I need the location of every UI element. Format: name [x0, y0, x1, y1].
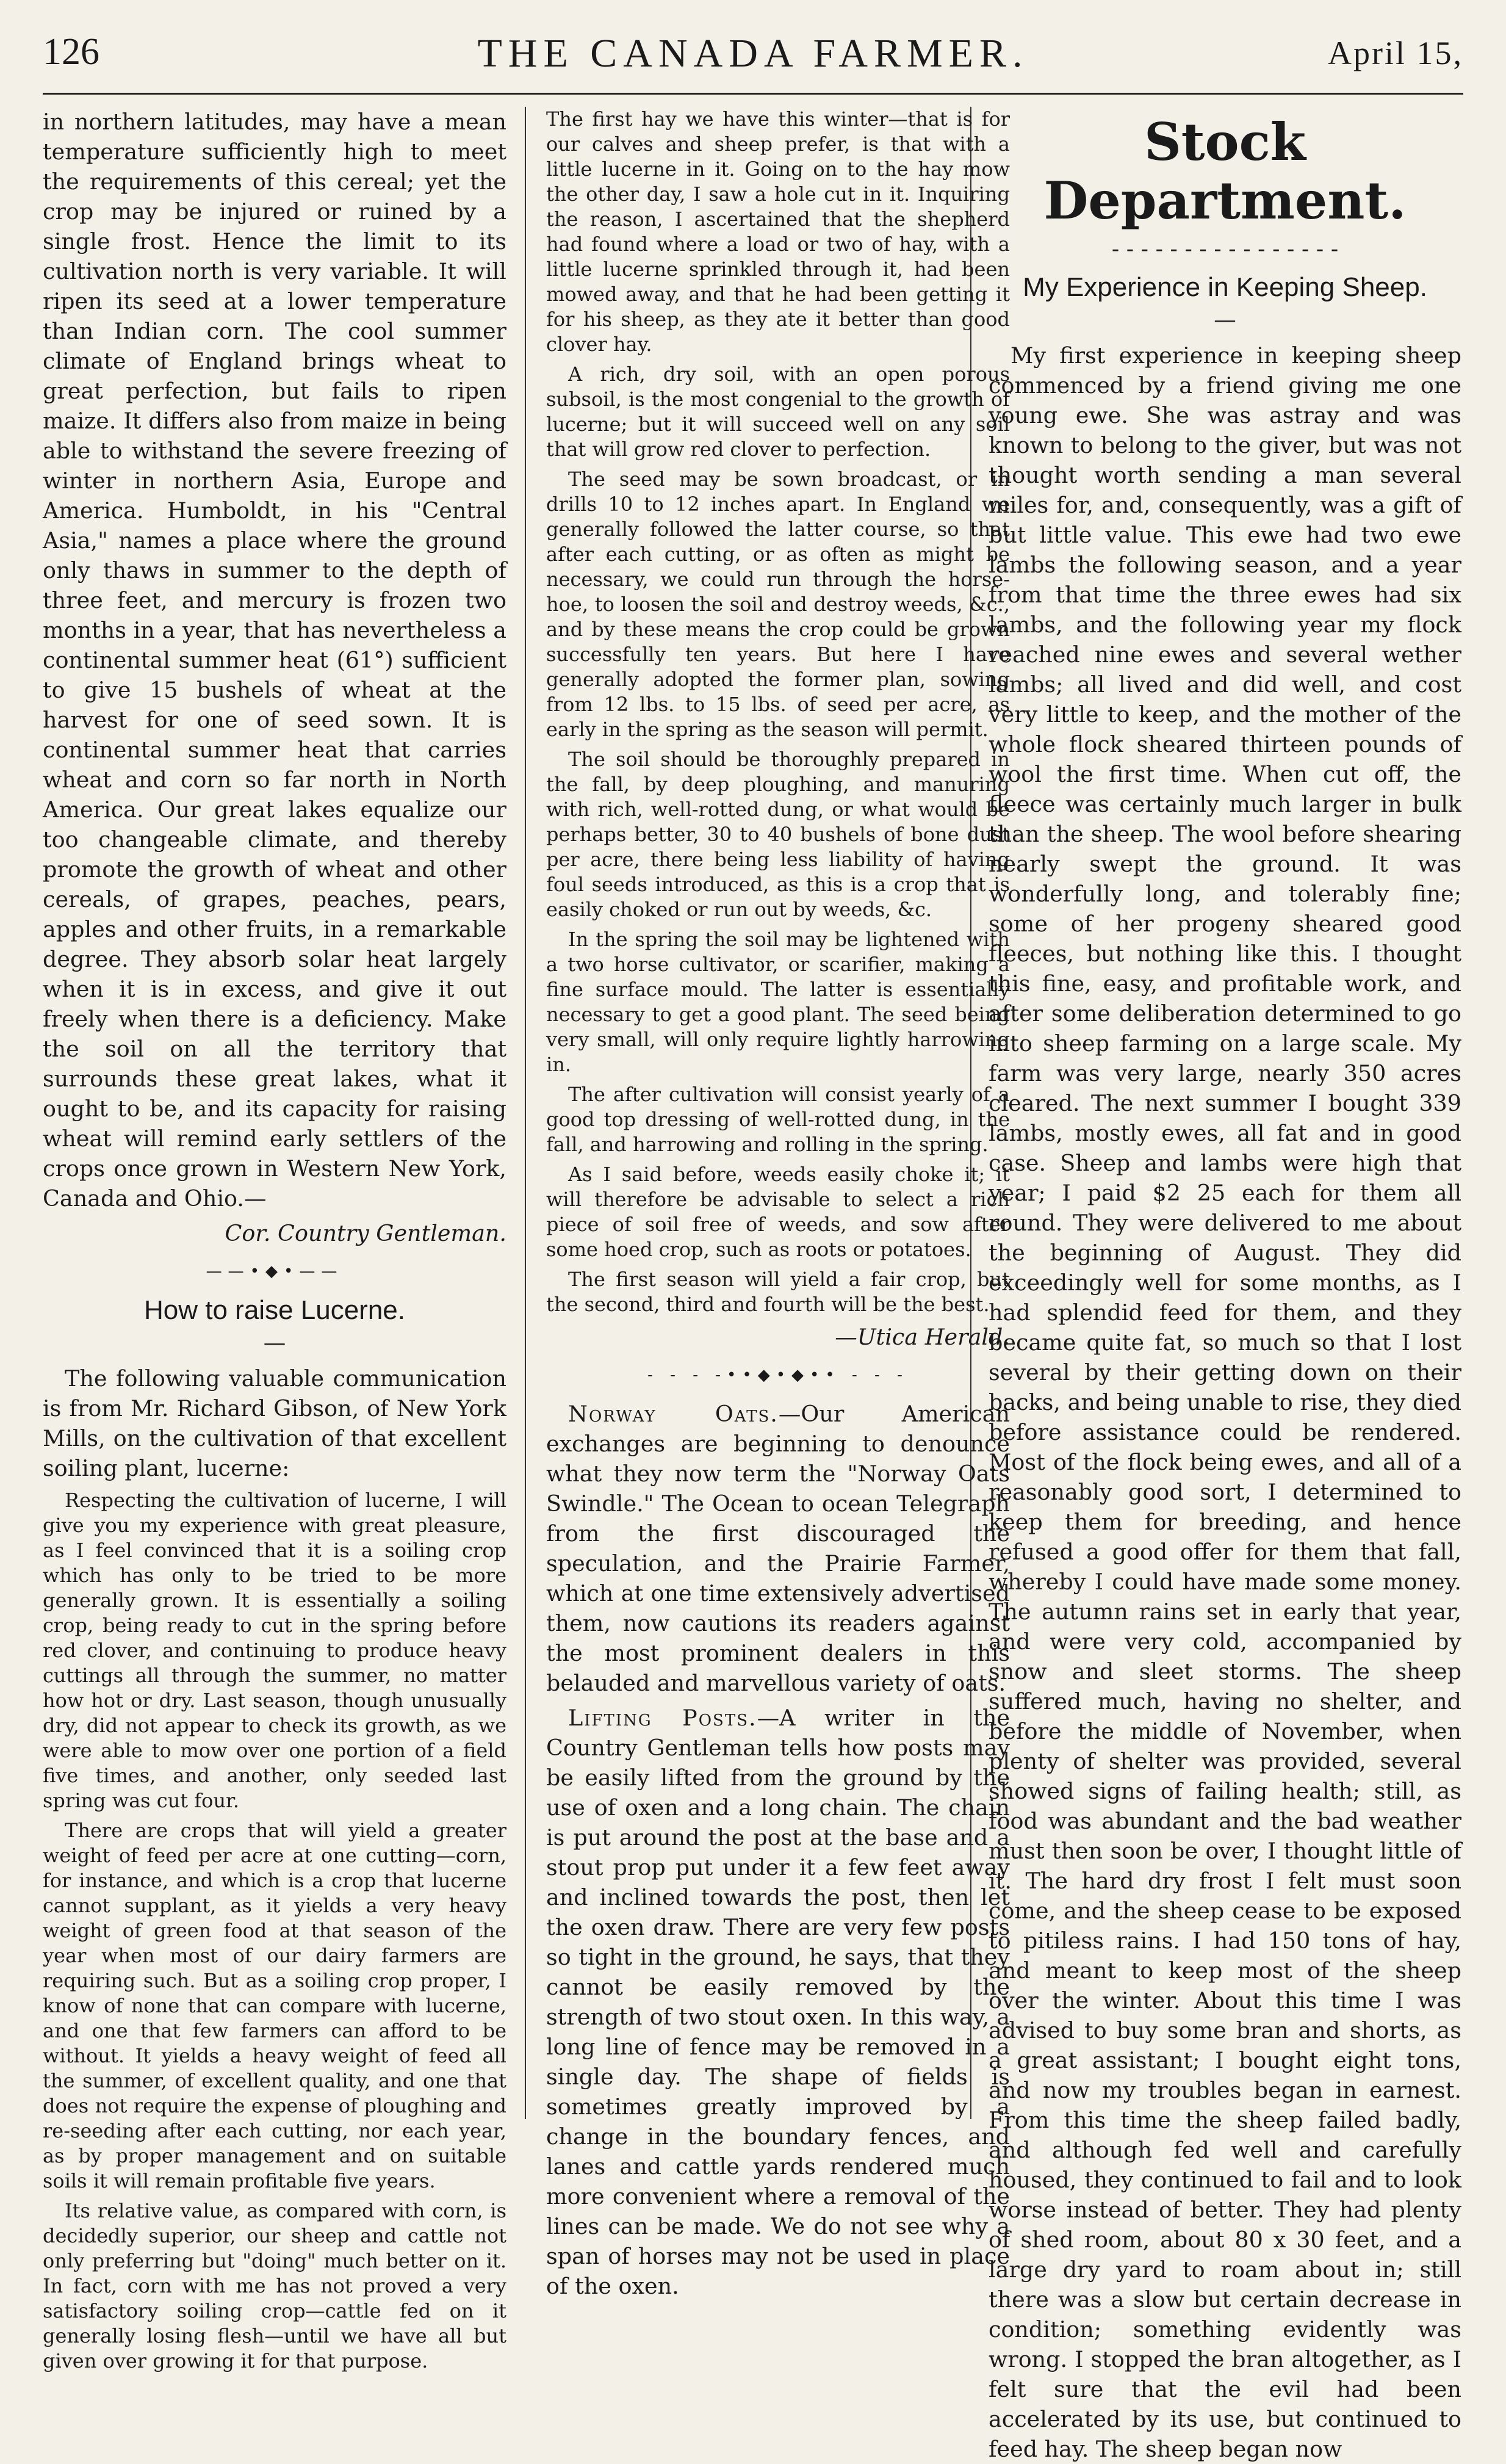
paragraph: The after cultivation will consist yearly of a good top dressing of well-rotted dung, in the fall, and harrowing and rolling in the spring.	[546, 1083, 1010, 1156]
column-3	[989, 107, 1461, 2462]
column-1	[43, 107, 506, 2372]
page-number: 126	[43, 31, 99, 73]
paragraph: In the spring the soil may be lightened with a two horse cultivator, or scarifier, making a fine surface mould. The latter is essentially necessary to get a good plant. The seed being very small, will only require lightly harrowing in.	[546, 928, 1010, 1076]
paragraph: The following valuable communication is from Mr. Richard Gibson, of New York Mills, on the cultivation of that excellent soiling plant, lucerne:	[43, 1365, 506, 1481]
paragraph: The first season will yield a fair crop, but the second, third and fourth will be the best.	[546, 1268, 1010, 1316]
heading-dash: —	[1214, 306, 1236, 333]
masthead-rule	[43, 93, 1463, 95]
article-heading: How to raise Lucerne.	[144, 1295, 405, 1325]
column-2	[546, 107, 1010, 2299]
paragraph-text: —Our American exchanges are beginning to denounce what they now term the "Norway Oats Swindle." The Ocean to ocean Telegraph from the first discouraged the speculation, and the Prairie Farmer, which at one time extensively advertised them, now cautions its readers against the most prominent dealers in this belauded and marvellous variety of oats.	[546, 1401, 1010, 1696]
heading-dash: - - - - - - - - - - - - - - - -	[1111, 236, 1339, 262]
run-in-heading: Lifting Posts.	[568, 1705, 757, 1731]
paragraph: My first experience in keeping sheep commenced by a friend giving me one young ewe. She was astray and was known to belong to the giver, but was not thought worth sending a man several miles for, and, consequently, was a gift of but little value. This ewe had two ewe lambs the following season, and a year from that time the three ewes had six lambs, and the following year my flock reached nine ewes and several wether lambs; all lived and did well, and cost very little to keep, and the mother of the whole flock sheared thirteen pounds of wool the first time. When cut off, the fleece was certainly much larger in bulk than the sheep. The wool before shearing nearly swept the ground. It was wonderfully long, and tolerably fine; some of her progeny sheared good fleeces, but nothing like this. I thought this fine, easy, and profitable work, and after some deliberation determined to go into sheep farming on a large scale. My farm was very large, nearly 350 acres cleared. The next summer I bought 339 lambs, mostly ewes, all fat and in good case. Sheep and lambs were high that year; I paid $2 25 each for them all round. They were delivered to me about the beginning of August. They did exceedingly well for some months, as I had splendid feed for them, and they became quite fat, so much so that I lost several by their getting down on their backs, and being unable to rise, they died before assistance could be rendered. Most of the flock being ewes, and all of a reasonably good sort, I determined to keep them for breeding, and hence refused a good offer for them that fall, whereby I could have made some money. The autumn rains set in early that year, and were very cold, accompanied by snow and sleet storms. The sheep suffered much, having no shelter, and before the middle of November, when plenty of shelter was provided, several showed signs of failing health; still, as food was abundant and the bad weather must then soon be over, I thought little of it. The hard dry frost I felt must soon come, and the sheep cease to be exposed to pitiless rains. I had 150 tons of hay, and meant to keep most of the sheep over the winter. About this time I was advised to buy some bran and shorts, as a great assistant; I bought eight tons, and now my troubles began in earnest. From this time the sheep failed badly, and although fed well and carefully housed, they continued to fail and to look worse instead of better. They had plenty of shed room, about 80 x 30 feet, and a large dry yard to roam about in; still there was a slow but certain decrease in condition; something evidently was wrong. I stopped the bran altogether, as I felt sure that the evil had been accelerated by its use, but continued to feed hay. The sheep began now	[989, 342, 1461, 2462]
paragraph: in northern latitudes, may have a mean temperature sufficiently high to meet the requirements of this cereal; yet the crop may be injured or ruined by a single frost. Hence the limit to its cultivation north is very variable. It will ripen its seed at a lower temperature than Indian corn. The cool summer climate of England brings wheat to great perfection, but fails to ripen maize. It differs also from maize in being able to withstand the severe freezing of winter in northern Asia, Europe and America. Humboldt, in his "Central Asia," names a place where the ground only thaws in summer to the depth of three feet, and mercury is frozen two months in a year, that has nevertheless a continental summer heat (61°) sufficient to give 15 bushels of wheat at the harvest for one of seed sown. It is continental summer heat that carries wheat and corn so far north in North America. Our great lakes equalize our too changeable climate, and thereby promote the growth of wheat and other cereals, of grapes, peaches, pears, apples and other fruits, in a remarkable degree. They absorb solar heat largely when it is in excess, and give it out freely when there is a deficiency. Make the soil on all the territory that surrounds these great lakes, what it ought to be, and its capacity for raising wheat will remind early settlers of the crops once grown in Western New York, Canada and Ohio.—	[43, 109, 506, 1212]
paragraph: Its relative value, as compared with corn, is decidedly superior, our sheep and cattle not only preferring but "doing" much better on it. In fact, corn with me has not proved a very satisfactory soiling crop—cattle fed on it generally losing flesh—until we have all but given over growing it for that purpose.	[43, 2199, 506, 2372]
paragraph: The soil should be thoroughly prepared in the fall, by deep ploughing, and manuring with rich, well-rotted dung, or what would be perhaps better, 30 to 40 bushels of bone dust per acre, there being less liability of having foul seeds introduced, as this is a crop that is easily choked or run out by weeds, &c.	[546, 748, 1010, 921]
citation: —Utica Herald.	[835, 1324, 1010, 1350]
run-in-heading: Norway Oats.	[568, 1401, 779, 1427]
ornament-divider: ——•◆•——	[206, 1262, 344, 1281]
paragraph: There are crops that will yield a greater weight of feed per acre at one cutting—corn, for instance, and which is a crop that lucerne cannot supplant, as it yields a very heavy weight of green food at that season of the year when most of our dairy farmers are requiring such. But as a soiling crop proper, I know of none that can compare with lucerne, and one that few farmers can afford to be without. It yields a heavy weight of feed all the summer, of excellent quality, and one that does not require the expense of ploughing and re-seeding after each cutting, nor each year, as by proper management and on suitable soils it will remain profitable five years.	[43, 1819, 506, 2192]
newspaper-title: THE CANADA FARMER.	[477, 31, 1029, 76]
article-heading: My Experience in Keeping Sheep.	[1023, 272, 1427, 302]
department-heading: Stock Department.	[1043, 112, 1407, 231]
paragraph: Respecting the cultivation of lucerne, I will give you my experience with great pleasure, as I feel convinced that it is a soiling crop which has only to be tried to be more generally grown. It is essentially a soiling crop, being ready to cut in the spring before red clover, and continuing to produce heavy cuttings all through the summer, no matter how hot or dry. Last season, though unusually dry, did not appear to check its growth, as we were able to mow over one portion of a field five times, and another, only seeded last spring was cut four.	[43, 1489, 506, 1812]
issue-date: April 15,	[1328, 35, 1463, 71]
paragraph: As I said before, weeds easily choke it; it will therefore be advisable to select a rich piece of soil free of weeds, and sow after some hoed crop, such as roots or potatoes.	[546, 1163, 1010, 1261]
paragraph-text: —A writer in the Country Gentleman tells how posts may be easily lifted from the ground by the use of oxen and a long chain. The chain is put around the post at the base and a stout prop put under it a few feet away and inclined towards the post, then let the oxen draw. There are very few posts so tight in the ground, he says, that they cannot be easily removed by the strength of two stout oxen. In this way, a long line of fence may be removed in a single day. The shape of fields is sometimes greatly improved by a change in the boundary fences, and lanes and cattle yards rendered much more convenient where a removal of the lines can be made. We do not see why a span of horses may not be used in place of the oxen.	[546, 1705, 1010, 2299]
citation: Cor. Country Gentleman.	[225, 1220, 506, 1246]
masthead	[43, 31, 1463, 85]
paragraph: The seed may be sown broadcast, or in drills 10 to 12 inches apart. In England we generally followed the latter course, so that after each cutting, or as often as might be necessary, we could run through the horse-hoe, to loosen the soil and destroy weeds, &c., and by these means the crop could be grown successfully ten years. But here I have generally adopted the former plan, sowing from 12 lbs. to 15 lbs. of seed per acre, as early in the spring as the season will permit.	[546, 468, 1010, 741]
paragraph: The first hay we have this winter—that is for our calves and sheep prefer, is that with a little lucerne in it. Going on to the hay mow the other day, I saw a hole cut in it. Inquiring the reason, I ascertained that the shepherd had found where a load or two of hay, with a little lucerne sprinkled through it, had been mowed away, and that he had been getting it for his sheep, as they ate it better than good clover hay.	[546, 107, 1010, 356]
paragraph: A rich, dry soil, with an open porous subsoil, is the most congenial to the growth of lucerne; but it will succeed well on any soil that will grow red clover to perfection.	[546, 363, 1010, 461]
heading-dash: —	[263, 1329, 286, 1356]
ornament-divider: - - - -••◆•◆•• - - -	[647, 1366, 909, 1384]
paragraph-norway-oats	[546, 1399, 1010, 1698]
column-separator	[525, 107, 526, 2119]
paragraph-lifting-posts	[546, 1703, 1010, 2301]
